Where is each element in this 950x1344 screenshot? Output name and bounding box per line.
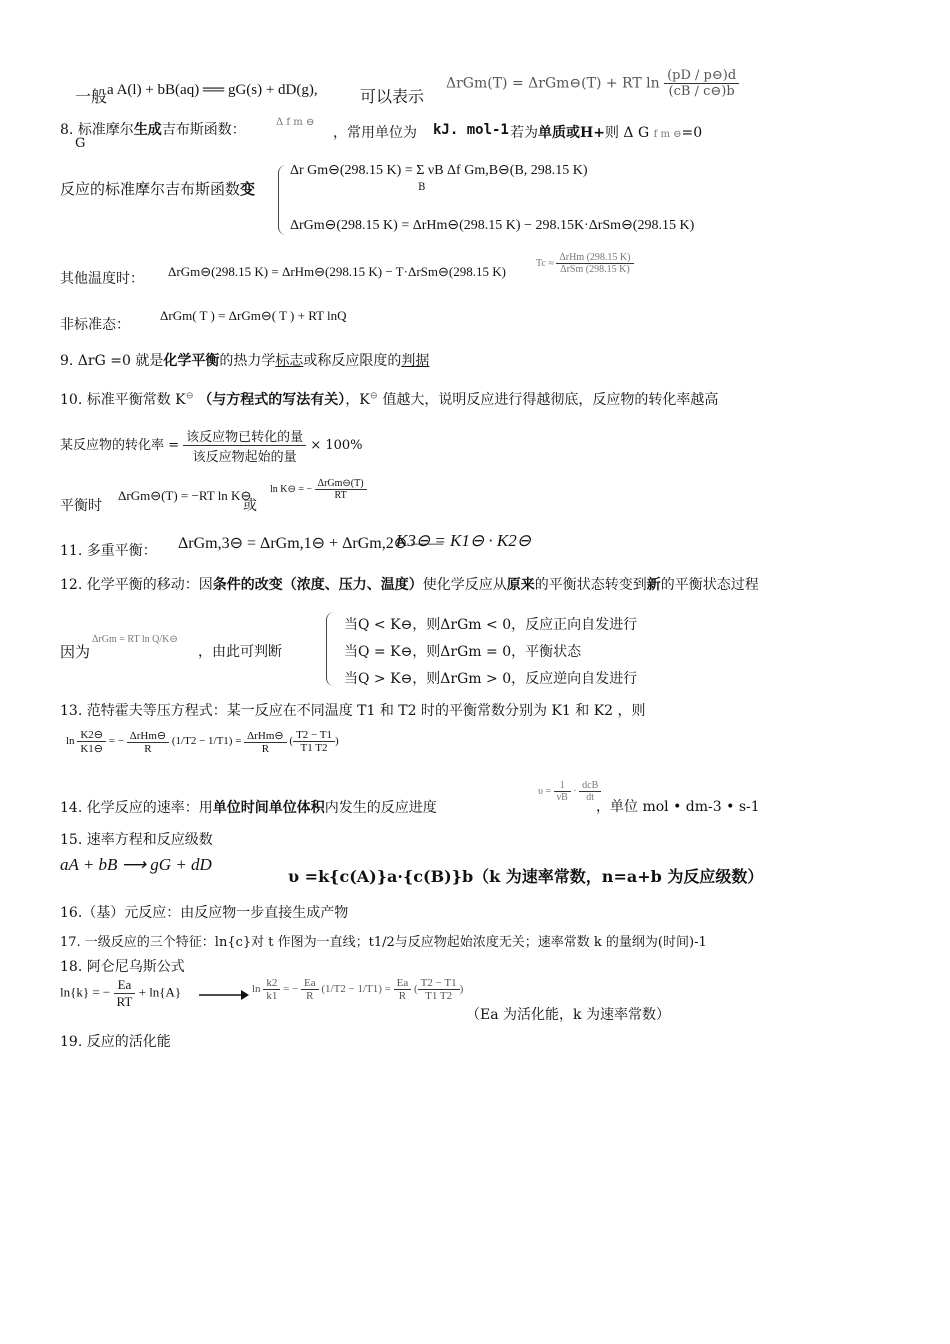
rate-law: υ =k{c(A)}a·{c(B)}b（k 为速率常数，n=a+b 为反应级数） <box>288 867 764 886</box>
equilibrium-eq-b: ln K⊖ = − ΔrGm⊖(T) RT <box>270 478 367 501</box>
multi-equilibrium-g: ΔrGm,3⊖ = ΔrGm,1⊖ + ΔrGm,2⊖ —— <box>178 535 444 552</box>
item8-condition: 若为单质或H+则 Δ G f m ⊖=0 <box>510 125 703 141</box>
item15-text: 15. 速率方程和反应级数 <box>60 832 213 848</box>
case-forward: 当Q < K⊖，则ΔrGm < 0，反应正向自发进行 <box>344 617 638 633</box>
item8-delta-symbol: Δ f m ⊖ <box>276 117 315 128</box>
rate-unit: ，单位 mol • dm-3 • s-1 <box>596 799 760 815</box>
arrhenius-eq-a: ln{k} = − $\frac{Ea}{RT}$ + ln{A} <box>60 977 182 1009</box>
std-gibbs-label: 反应的标准摩尔吉布斯函数变 <box>60 180 256 198</box>
because-label: 因为 <box>60 643 91 661</box>
item10-text: 10. 标准平衡常数 K⊖ （与方程式的写法有关），K⊖ 值越大，说明反应进行得越彻底，反应物的转化率越高 <box>60 390 719 408</box>
equilibrium-label: 平衡时 <box>60 498 102 514</box>
std-gibbs-sum-index: B <box>418 182 426 193</box>
other-temp-label: 其他温度时： <box>60 271 144 287</box>
vant-hoff-isotherm: ΔrGm(T) = ΔrGm⊖(T) + RT ln $\frac{(pD / p⊖)d}{(cB / c⊖)b}$ <box>446 68 739 99</box>
cases-brace <box>326 612 335 686</box>
item8-unit: kJ. mol-1 <box>433 122 509 138</box>
item17: 17. 一级反应的三个特征：ln{c}对 t 作图为一直线；t1/2与反应物起始浓度无关；速率常数 k 的量纲为(时间)-1 <box>60 935 707 950</box>
item8-heading: 8. 标准摩尔生成吉布斯函数： <box>60 122 246 138</box>
std-gibbs-eq-hs: ΔrGm⊖(298.15 K) = ΔrHm⊖(298.15 K) − 298.15K·ΔrSm⊖(298.15 K) <box>290 218 695 233</box>
general-rate-reaction: aA + bB ⟶ gG + dD <box>60 855 212 874</box>
equilibrium-eq-a: ΔrGm⊖(T) = −RT ln K⊖ <box>118 488 252 503</box>
item16: 16.（基）元反应：由反应物一步直接生成产物 <box>60 905 349 921</box>
conversion-rate-formula: 某反应物的转化率 = 该反应物已转化的量 该反应物起始的量 × 100% <box>60 426 363 465</box>
because-formula: ΔrGm = RT ln Q/K⊖ <box>92 634 178 645</box>
item12-text: 12. 化学平衡的移动：因条件的改变（浓度、压力、温度）使化学反应从原来的平衡状态转变到新的平衡状态过程 <box>60 577 759 593</box>
nonstd-label: 非标准态： <box>60 317 130 333</box>
other-temp-eq: ΔrGm⊖(298.15 K) = ΔrHm⊖(298.15 K) − T·ΔrSm⊖(298.15 K) <box>168 264 506 279</box>
intro-prefix: 一般 <box>75 87 108 106</box>
std-gibbs-eq-sum: Δr Gm⊖(298.15 K) = Σ νB Δf Gm,B⊖(B, 298.15 K) <box>290 163 588 178</box>
judge-text: ，由此可判断 <box>198 644 282 660</box>
equilibrium-or: 或 <box>243 498 257 514</box>
item11-label: 11. 多重平衡： <box>60 543 157 559</box>
vant-hoff-isobar: ln $\frac{K2⊖}{K1⊖}$ = − ΔrHm⊖ R (1/T2 − 1/T1) = ΔrHm⊖ R ( $\frac{T2 - T1}{T1 T2}$ ) <box>66 729 339 755</box>
tc-formula: Tc ≈ ΔrHm (298.15 K) ΔrSm (298.15 K) <box>536 252 634 275</box>
item8-unit-text: ，常用单位为 <box>333 125 417 141</box>
item18-text: 18. 阿仑尼乌斯公式 <box>60 959 185 975</box>
item13-text: 13. 范特霍夫等压方程式：某一反应在不同温度 T1 和 T2 时的平衡常数分别为 K1 和 K2 ，则 <box>60 703 646 719</box>
nonstd-eq: ΔrGm( T ) = ΔrGm⊖( T ) + RT lnQ <box>160 308 347 323</box>
item19: 19. 反应的活化能 <box>60 1034 171 1050</box>
multi-equilibrium-k: K3⊖ = K1⊖ · K2⊖ <box>396 531 531 550</box>
general-reaction: a A(l) + bB(aq) ══ gG(s) + dD(g), <box>107 82 318 98</box>
item8-g-letter: G <box>75 136 86 151</box>
std-gibbs-brace <box>278 165 287 235</box>
case-equilibrium: 当Q = K⊖，则ΔrGm = 0，平衡状态 <box>344 644 582 660</box>
item14-text: 14. 化学反应的速率：用单位时间单位体积内发生的反应进度 <box>60 800 437 816</box>
intro-suffix: 可以表示 <box>360 87 425 106</box>
arrhenius-note: （Ea 为活化能，k 为速率常数） <box>466 1007 670 1023</box>
item9: 9. ΔrG =0 就是化学平衡的热力学标志或称反应限度的判据 <box>60 353 430 369</box>
arrow-icon <box>199 989 249 1001</box>
rate-definition: υ = $\frac{1}{\nu B}$ · dcB dt <box>538 780 601 803</box>
arrhenius-eq-b: ln $\frac{k2}{k1}$ = − $\frac{Ea}{R}$ (1/T2 − 1/T1) = $\frac{Ea}{R}$ ( $\frac{T2 - T1}{T1 T2}$ ) <box>252 977 464 1002</box>
case-reverse: 当Q > K⊖，则ΔrGm > 0，反应逆向自发进行 <box>344 671 638 687</box>
